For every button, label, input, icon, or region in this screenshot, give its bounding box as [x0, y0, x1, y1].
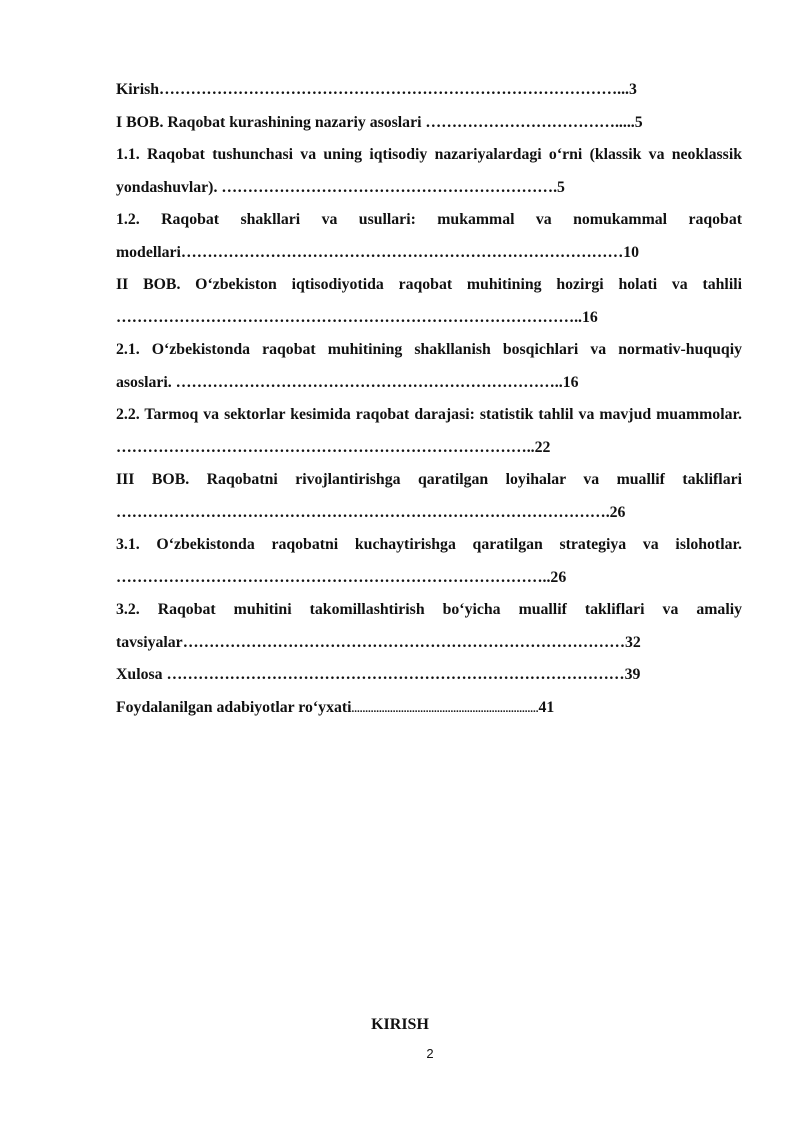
- toc-entry-kirish[interactable]: Kirish……………………………………………………………………………...3: [116, 81, 637, 98]
- toc-entry-1-2[interactable]: 1.2. Raqobat shakllari va usullari: mukammal va nomukammal raqobat modellari…………………………………………………………………………10: [116, 211, 742, 261]
- table-of-contents: [116, 74, 742, 725]
- page-number: 2: [426, 1046, 434, 1061]
- toc-entry-xulosa[interactable]: Xulosa ……………………………………………………………………………39: [116, 666, 641, 683]
- toc-entry-references[interactable]: [116, 692, 742, 726]
- toc-entry-references-dots: ....................................................................: [351, 702, 539, 715]
- toc-entry-3-1[interactable]: 3.1. O‘zbekistonda raqobatni kuchaytirishga qaratilgan strategiya va islohotlar. ………………………………………………………………………..26: [116, 536, 742, 586]
- toc-entry-references-label: Foydalanilgan adabiyotlar ro‘yxati: [116, 698, 352, 716]
- toc-entry-chapter-2[interactable]: II BOB. O‘zbekiston iqtisodiyotida raqobat muhitining hozirgi holati va tahlili ……………………………………………………………………………..16: [116, 276, 742, 326]
- toc-entry-chapter-1[interactable]: I BOB. Raqobat kurashining nazariy asoslari ……………………………….....5: [116, 113, 643, 131]
- toc-entry-1-1[interactable]: 1.1. Raqobat tushunchasi va uning iqtisodiy nazariyalardagi o‘rni (klassik va neoklassik yondashuvlar). ……………………………………………………….5: [116, 146, 742, 196]
- toc-entry-chapter-3[interactable]: III BOB. Raqobatni rivojlantirishga qaratilgan loyihalar va muallif takliflari ………………………………………………………………………………….26: [116, 471, 742, 521]
- toc-entry-3-2[interactable]: 3.2. Raqobat muhitini takomillashtirish bo‘yicha muallif takliflari va amaliy tavsiyalar…………………………………………………………………………32: [116, 601, 742, 651]
- toc-entry-2-2[interactable]: 2.2. Tarmoq va sektorlar kesimida raqobat darajasi: statistik tahlil va mavjud muammolar. ……………………………………………………………………..22: [116, 406, 742, 456]
- section-heading-kirish: KIRISH: [371, 1016, 429, 1033]
- toc-entry-2-1[interactable]: 2.1. O‘zbekistonda raqobat muhitining shakllanish bosqichlari va normativ-huquqiy asoslari. ………………………………………………………………..16: [116, 341, 742, 391]
- toc-entry-references-page: 41: [538, 698, 555, 716]
